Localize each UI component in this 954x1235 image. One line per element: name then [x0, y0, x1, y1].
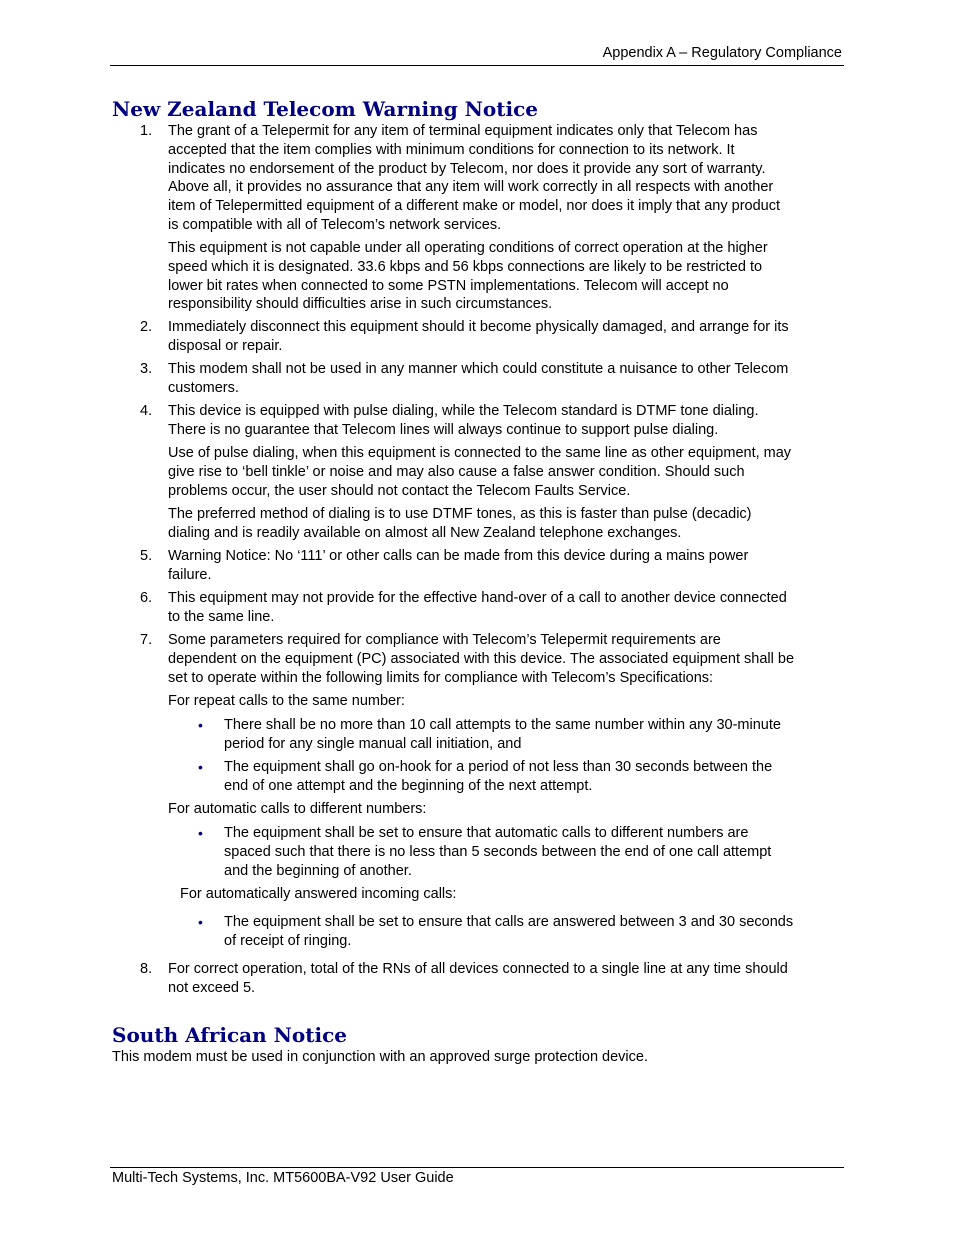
- repeat-calls-label: For repeat calls to the same number:: [168, 693, 405, 709]
- item-8-paragraph: For correct operation, total of the RNs of all devices connected to a single line at any time should not exceed 5.: [168, 961, 788, 996]
- repeat-bullet-1: There shall be no more than 10 call attempts to the same number within any 30-minute period for any single manual call initiation, and: [224, 717, 781, 752]
- item-1-paragraph-2: This equipment is not capable under all operating conditions of correct operation at the higher speed which it is designated. 33.6 kbps and 56 kbps connections are likely to be restricted to lower bit rates when connected to some PSTN implementations. Telecom will accept no responsibility should difficulties arise in such circumstances.: [168, 240, 768, 313]
- item-4-paragraph-1: This device is equipped with pulse dialing, while the Telecom standard is DTMF tone dialing. There is no guarantee that Telecom lines will always continue to support pulse dialing.: [168, 403, 759, 438]
- item-2-paragraph: Immediately disconnect this equipment should it become physically damaged, and arrange for its disposal or repair.: [168, 319, 789, 354]
- list-number-5: 5.: [140, 548, 153, 564]
- list-number-1: 1.: [140, 123, 153, 139]
- bullet-icon: •: [198, 759, 203, 775]
- sa-body-text: This modem must be used in conjunction with an approved surge protection device.: [112, 1049, 648, 1065]
- automatic-calls-label: For automatic calls to different numbers:: [168, 801, 427, 817]
- bullet-icon: •: [198, 825, 203, 841]
- item-6-paragraph: This equipment may not provide for the effective hand-over of a call to another device connected to the same line.: [168, 590, 787, 625]
- bullet-icon: •: [198, 914, 203, 930]
- answered-calls-label: For automatically answered incoming calls:: [180, 886, 457, 902]
- bullet-icon: •: [198, 717, 203, 733]
- item-1-paragraph-1: The grant of a Telepermit for any item of terminal equipment indicates only that Telecom has accepted that the item complies with minimum conditions for connection to its network. It indicates no endorsement of the product by Telecom, nor does it provide any sort of warranty. Above all, it provides no assurance that any item will work correctly in all respects with another item of Telepermitted equipment of a different make or model, nor does it imply that any product is compatible with all of Telecom’s network services.: [168, 123, 781, 233]
- section-heading-sa: South African Notice: [112, 1023, 347, 1047]
- item-7-paragraph: Some parameters required for compliance with Telecom’s Telepermit requirements are dependent on the equipment (PC) associated with this device. The associated equipment shall be set to operate within the following limits for compliance with Telecom’s Specifications:: [168, 632, 795, 686]
- list-number-8: 8.: [140, 961, 153, 977]
- item-5-paragraph: Warning Notice: No ‘111’ or other calls can be made from this device during a mains power failure.: [168, 548, 749, 583]
- running-footer: Multi-Tech Systems, Inc. MT5600BA-V92 User Guide: [112, 1170, 454, 1186]
- item-4-paragraph-3: The preferred method of dialing is to use DTMF tones, as this is faster than pulse (decadic) dialing and is readily available on almost all New Zealand telephone exchanges.: [168, 506, 752, 541]
- list-number-7: 7.: [140, 632, 153, 648]
- repeat-bullet-2: The equipment shall go on-hook for a period of not less than 30 seconds between the end of one attempt and the beginning of the next attempt.: [224, 759, 773, 794]
- item-3-paragraph: This modem shall not be used in any manner which could constitute a nuisance to other Telecom customers.: [168, 361, 789, 396]
- footer-divider: [110, 1167, 844, 1168]
- list-number-4: 4.: [140, 403, 153, 419]
- automatic-bullet-1: The equipment shall be set to ensure that automatic calls to different numbers are spaced such that there is no less than 5 seconds between the end of one call attempt and the beginning of another.: [224, 825, 772, 879]
- running-header: Appendix A – Regulatory Compliance: [602, 45, 842, 61]
- list-number-2: 2.: [140, 319, 153, 335]
- header-divider: [110, 65, 844, 66]
- list-number-3: 3.: [140, 361, 153, 377]
- list-number-6: 6.: [140, 590, 153, 606]
- answered-bullet-1: The equipment shall be set to ensure that calls are answered between 3 and 30 seconds of receipt of ringing.: [224, 914, 794, 949]
- item-4-paragraph-2: Use of pulse dialing, when this equipment is connected to the same line as other equipment, may give rise to ‘bell tinkle’ or noise and may also cause a false answer condition. Should such problems occur, the user should not contact the Telecom Faults Service.: [168, 445, 792, 499]
- section-heading-nz: New Zealand Telecom Warning Notice: [112, 97, 538, 121]
